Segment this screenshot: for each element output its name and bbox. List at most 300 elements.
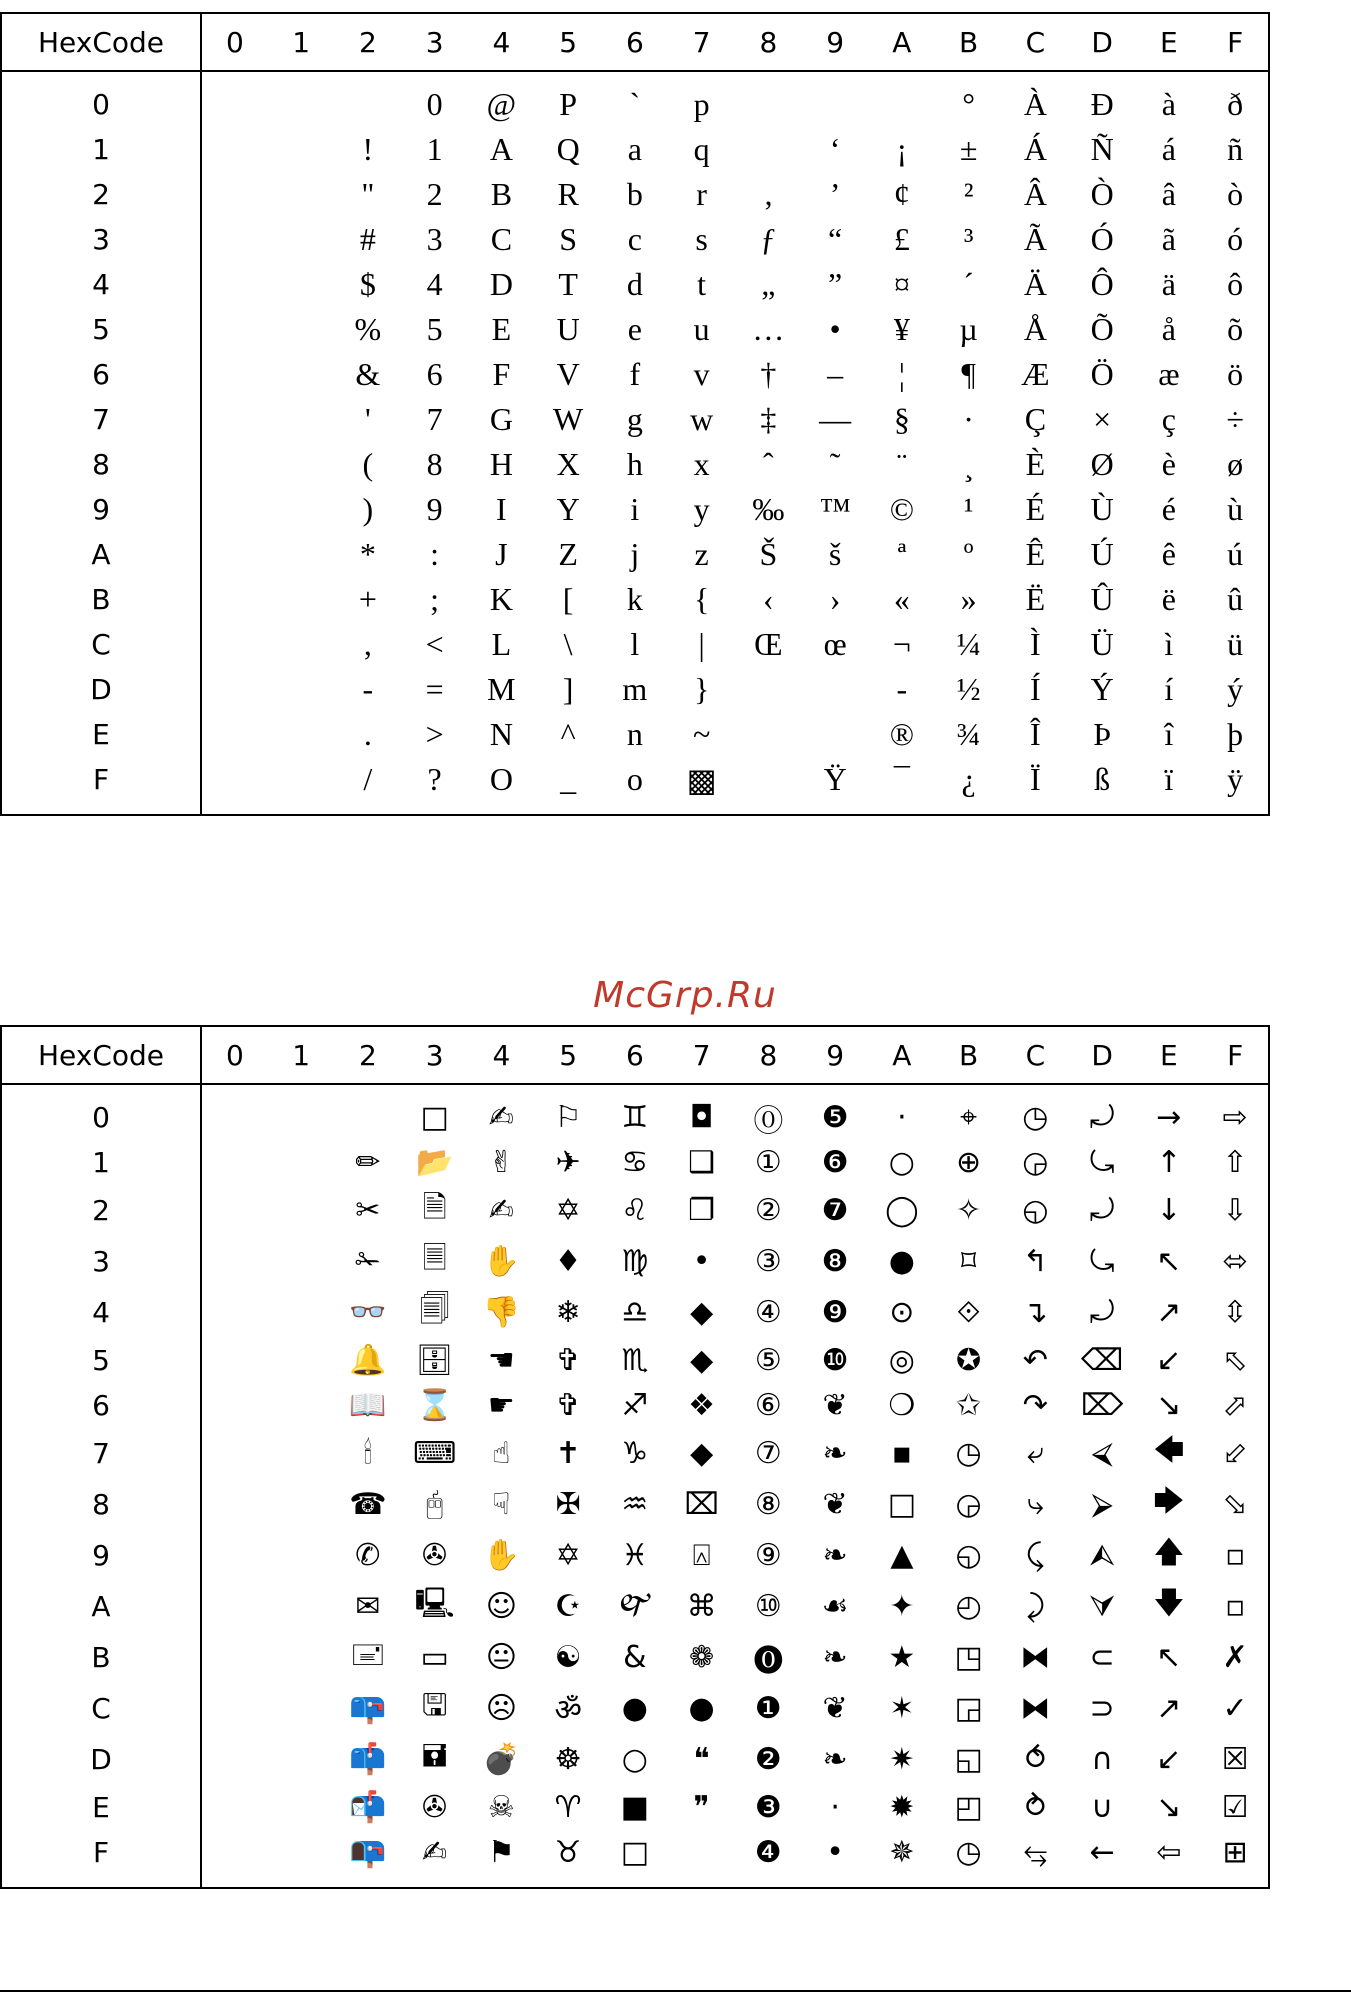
glyph-cell: 2: [426, 176, 443, 212]
glyph-cell: ¡: [896, 131, 908, 167]
glyph-cell: ↙: [1156, 1742, 1182, 1777]
glyph-cell: ♈: [554, 1790, 582, 1825]
column-header-c: C: [1002, 1026, 1069, 1084]
table-row: [1, 577, 1269, 622]
glyph-cell: ‹: [763, 581, 774, 617]
table-row: [1, 1785, 1269, 1830]
glyph-cell: ⥁: [1025, 1790, 1046, 1825]
glyph-cell: ♋: [621, 1145, 649, 1180]
glyph-cell: Ô: [1090, 266, 1114, 302]
glyph-cell: ☙: [821, 1589, 849, 1624]
row-header-3: 3: [1, 217, 201, 262]
glyph-cell: 🗄: [415, 1343, 454, 1378]
glyph-cell: ð: [1227, 86, 1244, 122]
row-header-4: 4: [1, 262, 201, 307]
glyph-cell: [268, 1383, 335, 1428]
glyph-cell: ♓: [621, 1538, 649, 1573]
glyph-cell: ●: [688, 1691, 715, 1726]
column-header-1: 1: [268, 1026, 335, 1084]
glyph-cell: *: [359, 536, 376, 572]
glyph-cell: 📬: [349, 1790, 387, 1825]
glyph-cell: [268, 1287, 335, 1338]
glyph-cell: ,: [363, 626, 372, 662]
glyph-cell: ⌦: [1080, 1388, 1124, 1423]
glyph-cell: º: [963, 536, 974, 572]
glyph-cell: í: [1164, 671, 1174, 707]
glyph-cell: ◶: [955, 1487, 982, 1522]
table-row: [1, 1734, 1269, 1785]
row-header-8: 8: [1, 442, 201, 487]
glyph-cell: ✞: [555, 1343, 581, 1378]
glyph-cell: ❧: [822, 1640, 848, 1675]
glyph-cell: [268, 307, 335, 352]
glyph-cell: 🗏: [422, 1241, 447, 1276]
glyph-cell: □: [620, 1835, 650, 1870]
glyph-cell: ⊂: [1089, 1640, 1115, 1675]
row-header-f: F: [1, 1830, 201, 1888]
glyph-cell: ⚐: [554, 1100, 582, 1135]
glyph-cell: ⇳: [1222, 1295, 1248, 1330]
glyph-cell: ✏: [355, 1145, 381, 1180]
glyph-cell: ±: [959, 131, 978, 167]
glyph-cell: ✋: [482, 1244, 521, 1279]
glyph-cell: ï: [1164, 761, 1174, 797]
glyph-cell: ²: [963, 176, 974, 212]
glyph-cell: ◘: [689, 1100, 714, 1135]
column-header-e: E: [1136, 13, 1203, 71]
table-row: [1, 217, 1269, 262]
table-row: [1, 1428, 1269, 1479]
glyph-cell: ⬄: [1222, 1244, 1248, 1279]
glyph-cell: [201, 1084, 268, 1140]
column-header-0: 0: [201, 13, 268, 71]
glyph-cell: G: [489, 401, 513, 437]
glyph-cell: ö: [1227, 356, 1244, 392]
glyph-cell: [201, 172, 268, 217]
glyph-cell: “: [828, 221, 843, 257]
glyph-cell: I: [496, 491, 507, 527]
glyph-cell: ˜: [829, 446, 841, 482]
column-header-9: 9: [802, 1026, 869, 1084]
glyph-cell: 🖳: [414, 1586, 455, 1621]
glyph-cell: ': [364, 401, 371, 437]
glyph-cell: Ý: [1090, 671, 1114, 707]
glyph-cell: n: [626, 716, 643, 752]
glyph-cell: ✆: [355, 1538, 381, 1573]
glyph-cell: ◶: [1022, 1145, 1049, 1180]
glyph-cell: ✍: [488, 1100, 514, 1135]
glyph-cell: 🡇: [1153, 1586, 1185, 1621]
column-header-b: B: [935, 13, 1002, 71]
table-row: [1, 667, 1269, 712]
glyph-cell: |: [698, 626, 705, 662]
glyph-cell: ⤾: [1089, 1193, 1115, 1228]
row-header-c: C: [1, 1683, 201, 1734]
glyph-cell: ❼: [821, 1193, 849, 1228]
row-header-4: 4: [1, 1287, 201, 1338]
glyph-cell: &: [623, 1640, 647, 1675]
column-header-2: 2: [335, 1026, 402, 1084]
glyph-cell: ◳: [954, 1640, 983, 1675]
table-row: [1, 71, 1269, 127]
glyph-cell: ÿ: [1227, 761, 1244, 797]
row-header-e: E: [1, 1785, 201, 1830]
glyph-cell: ¶: [961, 356, 976, 392]
glyph-cell: ¼: [956, 626, 981, 662]
glyph-cell: ✈: [555, 1145, 581, 1180]
glyph-cell: [201, 1632, 268, 1683]
glyph-cell: —: [819, 401, 852, 437]
glyph-cell: <: [425, 626, 444, 662]
row-header-2: 2: [1, 1185, 201, 1236]
glyph-cell: ’: [829, 176, 841, 212]
glyph-cell: ☚: [487, 1343, 515, 1378]
glyph-cell: ❧: [822, 1742, 848, 1777]
glyph-cell: ¥: [893, 311, 910, 347]
glyph-cell: x: [693, 446, 710, 482]
table-row: [1, 1383, 1269, 1428]
glyph-cell: [201, 1383, 268, 1428]
glyph-cell: [201, 71, 268, 127]
glyph-cell: Þ: [1093, 716, 1112, 752]
glyph-cell: ♍: [621, 1244, 649, 1279]
column-header-6: 6: [602, 1026, 669, 1084]
glyph-cell: ◎: [888, 1343, 915, 1378]
glyph-cell: [268, 1084, 335, 1140]
table-row: [1, 127, 1269, 172]
glyph-cell: u: [693, 311, 710, 347]
glyph-cell: ❁: [689, 1640, 715, 1675]
glyph-cell: ‚: [763, 176, 774, 212]
glyph-cell: [268, 1632, 335, 1683]
glyph-cell: ¿: [961, 761, 976, 797]
glyph-cell: [268, 397, 335, 442]
bottom-rule: [0, 1990, 1351, 1992]
glyph-cell: ☝: [492, 1436, 511, 1471]
glyph-cell: ♑: [621, 1436, 649, 1471]
row-header-f: F: [1, 757, 201, 815]
glyph-cell: ◴: [955, 1589, 982, 1624]
row-header-6: 6: [1, 1383, 201, 1428]
glyph-cell: é: [1161, 491, 1176, 527]
glyph-cell: [268, 667, 335, 712]
glyph-cell: j: [630, 536, 640, 572]
glyph-cell: /: [363, 761, 373, 797]
column-header-5: 5: [535, 13, 602, 71]
glyph-cell: «: [893, 581, 910, 617]
glyph-cell: 4: [426, 266, 443, 302]
glyph-cell: -: [362, 671, 374, 707]
glyph-cell: §: [893, 401, 910, 437]
glyph-cell: Ø: [1090, 446, 1114, 482]
glyph-cell: µ: [959, 311, 978, 347]
glyph-cell: ❾: [821, 1295, 849, 1330]
glyph-cell: ❦: [822, 1691, 848, 1726]
glyph-cell: ⊞: [1222, 1835, 1248, 1870]
glyph-cell: ⮙: [1089, 1538, 1115, 1573]
glyph-cell: Å: [1023, 311, 1047, 347]
glyph-cell: A: [489, 131, 513, 167]
glyph-cell: ⌘: [686, 1589, 717, 1624]
glyph-cell: [268, 1479, 335, 1530]
glyph-cell: 🕯: [363, 1436, 373, 1471]
glyph-cell: ù: [1227, 491, 1244, 527]
row-header-9: 9: [1, 487, 201, 532]
column-header-0: 0: [201, 1026, 268, 1084]
glyph-cell: ^: [560, 716, 576, 752]
glyph-cell: ç: [1161, 401, 1176, 437]
glyph-cell: ⤾: [1089, 1295, 1115, 1330]
glyph-cell: ÷: [1226, 401, 1244, 437]
glyph-cell: ⤿: [1089, 1145, 1115, 1180]
glyph-cell: E: [491, 311, 512, 347]
glyph-cell: Z: [558, 536, 578, 572]
glyph-cell: y: [693, 491, 710, 527]
glyph-cell: -: [896, 671, 908, 707]
glyph-cell: †: [760, 356, 777, 392]
glyph-cell: ·: [897, 1100, 907, 1135]
glyph-cell: ✡: [555, 1193, 581, 1228]
glyph-cell: ê: [1161, 536, 1176, 572]
glyph-cell: [201, 487, 268, 532]
hexcode-header: HexCode: [1, 1026, 201, 1084]
glyph-cell: ❄: [555, 1295, 581, 1330]
glyph-cell: ⤶: [1026, 1436, 1044, 1471]
glyph-cell: ♊: [621, 1100, 649, 1135]
glyph-cell: [735, 712, 802, 757]
row-header-e: E: [1, 712, 201, 757]
glyph-cell: [201, 757, 268, 815]
glyph-cell: ª: [897, 536, 907, 572]
table-row: [1, 1581, 1269, 1632]
glyph-cell: ½: [956, 671, 981, 707]
glyph-cell: ☒: [1221, 1742, 1249, 1777]
glyph-cell: ⌖: [960, 1100, 978, 1135]
glyph-cell: ☸: [554, 1742, 582, 1777]
table-row: [1, 307, 1269, 352]
glyph-cell: ⌫: [1080, 1343, 1124, 1378]
glyph-cell: ❝: [693, 1742, 710, 1777]
glyph-cell: â: [1161, 176, 1176, 212]
glyph-cell: ✂: [355, 1193, 381, 1228]
glyph-cell: [268, 1140, 335, 1185]
glyph-cell: ❧: [822, 1538, 848, 1573]
glyph-cell: g: [626, 401, 643, 437]
glyph-cell: M: [487, 671, 516, 707]
row-header-0: 0: [1, 71, 201, 127]
glyph-cell: ◲: [954, 1691, 983, 1726]
glyph-cell: ▫: [1224, 1589, 1246, 1624]
glyph-cell: [201, 442, 268, 487]
glyph-cell: ✋: [482, 1538, 521, 1573]
glyph-cell: œ: [823, 626, 847, 662]
glyph-cell: [735, 71, 802, 127]
column-header-7: 7: [668, 1026, 735, 1084]
table-row: [1, 622, 1269, 667]
glyph-cell: ƒ: [760, 221, 777, 257]
glyph-cell: ⬃: [1222, 1436, 1248, 1471]
glyph-cell: ‰: [752, 491, 785, 527]
glyph-cell: ↶: [1022, 1343, 1048, 1378]
glyph-cell: \: [563, 626, 573, 662]
glyph-cell: [201, 1830, 268, 1888]
glyph-cell: ‡: [760, 401, 777, 437]
glyph-cell: □: [420, 1100, 449, 1135]
glyph-cell: 7: [426, 401, 443, 437]
glyph-cell: ◷: [955, 1436, 982, 1471]
row-header-9: 9: [1, 1530, 201, 1581]
glyph-cell: ⑩: [754, 1589, 782, 1624]
glyph-cell: ¬: [892, 626, 911, 662]
table-row: [1, 532, 1269, 577]
glyph-cell: 📂: [415, 1145, 454, 1180]
glyph-cell: i: [630, 491, 640, 527]
glyph-cell: ¤: [893, 266, 910, 302]
glyph-cell: ☪: [554, 1589, 582, 1624]
glyph-cell: [268, 712, 335, 757]
glyph-cell: b: [626, 176, 643, 212]
glyph-cell: à: [1161, 86, 1176, 122]
glyph-cell: ⬁: [1222, 1343, 1248, 1378]
glyph-cell: õ: [1227, 311, 1244, 347]
glyph-cell: O: [489, 761, 513, 797]
glyph-cell: ▫: [1224, 1538, 1246, 1573]
glyph-cell: ⊕: [956, 1145, 982, 1180]
glyph-cell: ✠: [555, 1487, 581, 1522]
glyph-cell: →: [1156, 1100, 1182, 1135]
glyph-cell: d: [626, 266, 643, 302]
glyph-cell: ⮛: [1089, 1589, 1115, 1624]
glyph-cell: ⌧: [684, 1487, 719, 1522]
glyph-cell: 📪: [349, 1691, 387, 1726]
glyph-cell: $: [359, 266, 376, 302]
glyph-cell: B: [490, 176, 513, 212]
column-header-9: 9: [802, 13, 869, 71]
column-header-e: E: [1136, 1026, 1203, 1084]
glyph-cell: ë: [1161, 581, 1176, 617]
glyph-cell: [268, 1683, 335, 1734]
glyph-cell: r: [696, 176, 707, 212]
glyph-cell: ˆ: [763, 446, 774, 482]
character-table-2: [0, 1025, 1270, 1889]
glyph-cell: 0: [426, 86, 443, 122]
table-row: [1, 1084, 1269, 1140]
glyph-cell: ): [362, 491, 374, 527]
glyph-cell: [201, 1185, 268, 1236]
glyph-cell: ▩: [686, 761, 717, 798]
row-header-1: 1: [1, 127, 201, 172]
glyph-cell: ⑧: [754, 1487, 782, 1522]
column-header-c: C: [1002, 13, 1069, 71]
glyph-cell: Q: [556, 131, 580, 167]
glyph-cell: ¦: [898, 356, 906, 392]
glyph-cell: ◆: [690, 1295, 714, 1330]
glyph-cell: ã: [1161, 221, 1176, 257]
glyph-cell: ♒: [621, 1487, 649, 1522]
glyph-cell: ▪: [891, 1436, 913, 1471]
glyph-cell: [268, 622, 335, 667]
glyph-cell: □: [887, 1487, 917, 1522]
glyph-cell: [268, 1734, 335, 1785]
glyph-cell: ↴: [1022, 1295, 1048, 1330]
glyph-cell: [735, 667, 802, 712]
column-header-f: F: [1202, 1026, 1269, 1084]
row-header-a: A: [1, 532, 201, 577]
table-row: [1, 487, 1269, 532]
glyph-cell: ¯: [893, 761, 910, 797]
row-header-d: D: [1, 667, 201, 712]
glyph-cell: ]: [562, 671, 574, 707]
glyph-cell: ❹: [754, 1835, 782, 1870]
glyph-cell: ß: [1094, 761, 1111, 797]
glyph-cell: 6: [426, 356, 443, 392]
glyph-cell: ✉: [355, 1589, 381, 1624]
header-row: [1, 13, 1269, 71]
glyph-cell: Ò: [1090, 176, 1114, 212]
glyph-cell: ✩: [956, 1388, 982, 1423]
table-row: [1, 397, 1269, 442]
table-row: [1, 352, 1269, 397]
glyph-cell: 🗐: [419, 1292, 450, 1327]
glyph-cell: ◰: [954, 1790, 983, 1825]
glyph-cell: ó: [1227, 221, 1244, 257]
glyph-cell: ↖: [1156, 1244, 1182, 1279]
glyph-cell: •: [826, 1835, 844, 1870]
glyph-cell: [201, 712, 268, 757]
glyph-cell: Ú: [1090, 536, 1114, 572]
table-row: [1, 712, 1269, 757]
row-header-c: C: [1, 622, 201, 667]
glyph-cell: [268, 127, 335, 172]
column-header-b: B: [935, 1026, 1002, 1084]
glyph-cell: H: [489, 446, 513, 482]
column-header-1: 1: [268, 13, 335, 71]
glyph-cell: 🙰: [615, 1586, 654, 1621]
glyph-cell: c: [627, 221, 642, 257]
glyph-cell: [268, 1428, 335, 1479]
glyph-cell: L: [491, 626, 512, 662]
column-header-a: A: [869, 13, 936, 71]
glyph-cell: [735, 757, 802, 815]
glyph-cell: á: [1161, 131, 1176, 167]
glyph-cell: »: [960, 581, 977, 617]
glyph-cell: Ó: [1090, 221, 1114, 257]
glyph-cell: ❻: [821, 1145, 849, 1180]
glyph-cell: [201, 622, 268, 667]
glyph-cell: Ì: [1030, 626, 1041, 662]
row-header-b: B: [1, 577, 201, 622]
glyph-cell: 🡄: [1153, 1433, 1185, 1468]
glyph-cell: ✹: [889, 1790, 915, 1825]
glyph-cell: C: [490, 221, 513, 257]
glyph-cell: ②: [754, 1193, 782, 1228]
glyph-cell: î: [1164, 716, 1174, 752]
glyph-cell: ↘: [1156, 1790, 1182, 1825]
glyph-cell: ⇦: [1156, 1835, 1182, 1870]
glyph-cell: Â: [1023, 176, 1047, 212]
glyph-cell: Á: [1023, 131, 1047, 167]
glyph-cell: ↙: [1156, 1343, 1182, 1378]
glyph-cell: ◆: [690, 1436, 714, 1471]
glyph-cell: ✍: [488, 1193, 514, 1228]
glyph-cell: Ñ: [1090, 131, 1114, 167]
glyph-cell: ◯: [885, 1193, 919, 1228]
glyph-cell: ›: [829, 581, 841, 617]
glyph-cell: •: [692, 1244, 711, 1279]
glyph-cell: `: [629, 86, 641, 122]
glyph-cell: Ö: [1090, 356, 1114, 392]
glyph-cell: Ÿ: [823, 761, 847, 797]
